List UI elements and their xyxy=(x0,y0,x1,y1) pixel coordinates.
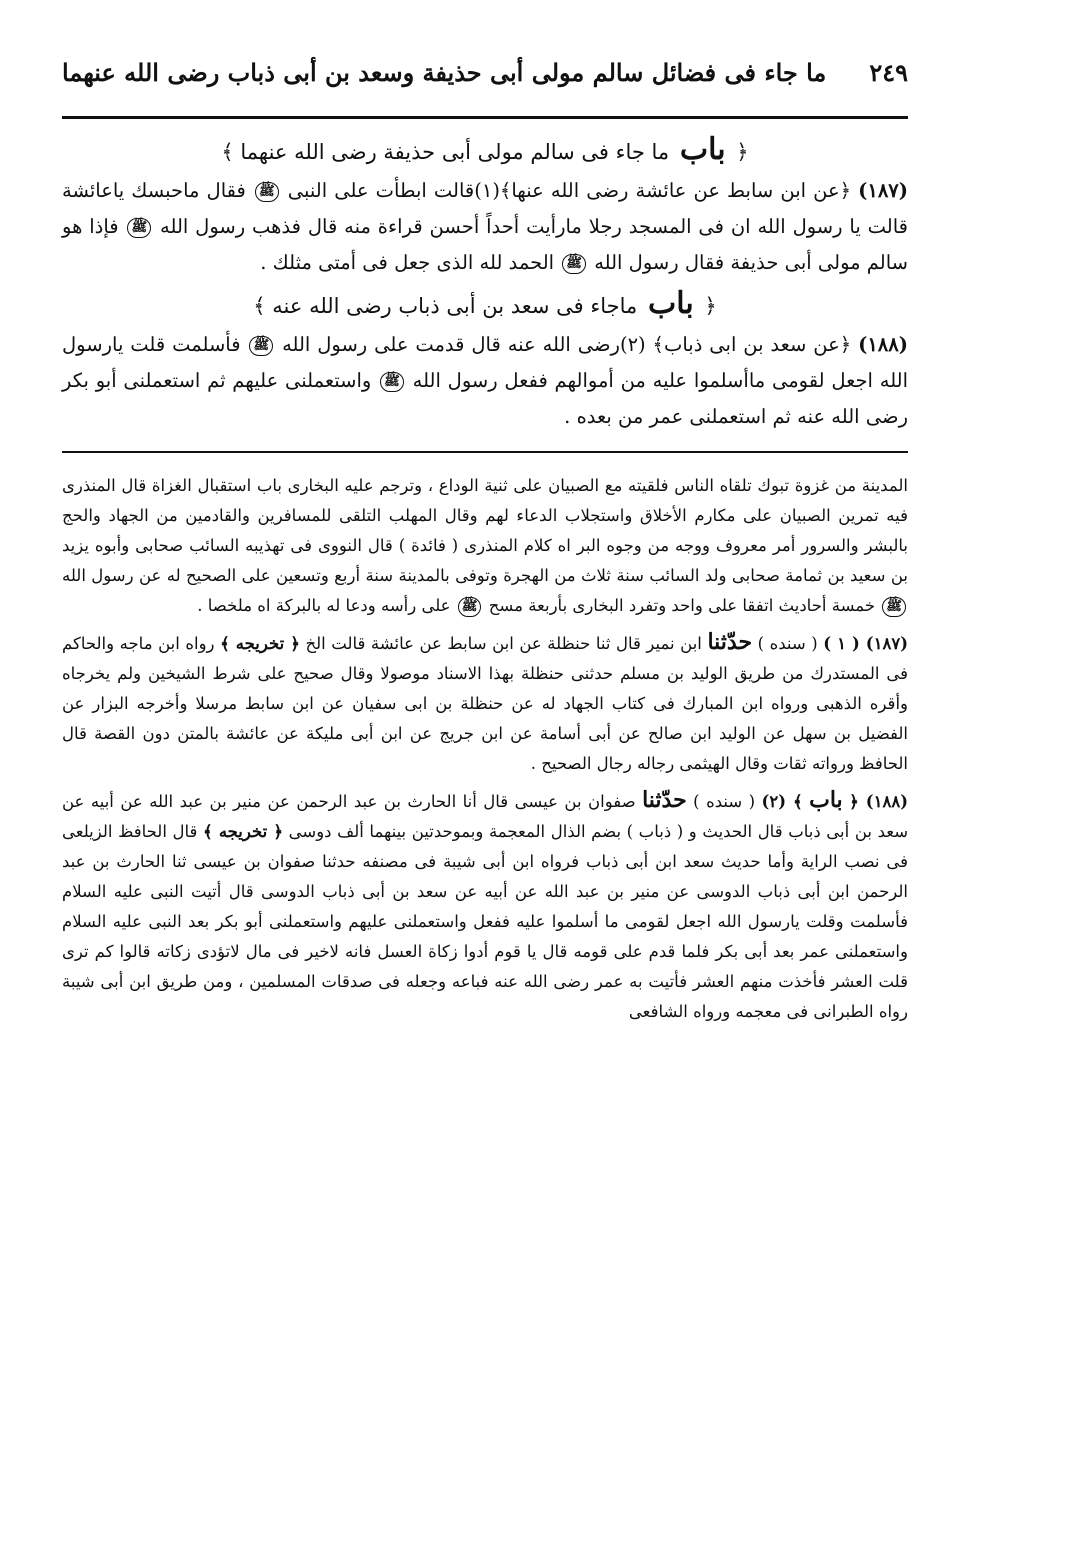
sanad-label: ( سنده ) xyxy=(757,634,818,653)
commentary-text: المدينة من غزوة تبوك تلقاه الناس فلقيته مع الصبيان على ثنية الوداع ، وترجم عليه البخارى باب استقبال الغزاة قال المنذرى فيه تمرين الصبيان على مكارم الأخلاق واستجلاب الدعاء لهم وقال المهلب التلقى للمسافرين والقادمين من الجهاد والحج بالبشر والسرور أمر معروف ووجه من وجوه البر اه كلام المنذرى ( فائدة ) قال النووى فى تهذيبه السائب صحابى وأبوه يزيد بن سعيد بن ثمامة صحابى ولد السائب سنة ثلاث من الهجرة وتوفى بالمدينة سنة أربع وتسعين على الصحيح له عن رسول الله xyxy=(62,476,908,585)
hadith-text: فإذا هو سالم مولى أبى حذيفة فقال رسول الله xyxy=(62,215,908,274)
salawat-icon: ﷺ xyxy=(255,182,279,202)
commentary-text: ابن نمير قال ثنا حنظلة عن ابن سابط عن عائشة قالت الخ xyxy=(305,634,702,653)
hadith-text: واستعملنى عليهم ثم استعملنى أبو بكر رضى الله عنه ثم استعملنى عمر من بعده . xyxy=(62,369,908,428)
bracket-close: ﴾ xyxy=(253,294,266,318)
hadith-187 xyxy=(62,173,908,281)
haddathana-word: حدّثنا xyxy=(707,629,753,655)
header-rule xyxy=(62,116,908,119)
chapter-title: ماجاء فى سعد بن أبى ذباب رضى الله عنه xyxy=(272,294,638,318)
bab-word: باب xyxy=(647,286,694,321)
page-number: ٢٤٩ xyxy=(869,58,908,87)
commentary xyxy=(62,471,908,1027)
hadith-text: ﴿عن ابن سابط عن عائشة رضى الله عنها﴾(١)قالت ابطأت على النبى xyxy=(287,179,852,202)
note-reference: (١٨٨) ﴿ xyxy=(849,792,908,811)
note-reference: (١٨٧) ( ١ ) xyxy=(823,634,909,653)
chapter-heading-salim xyxy=(62,133,908,169)
commentary-text: قال الحافظ الزيلعى فى نصب الراية وأما حديث سعد ابن أبى ذباب فرواه ابن أبى شيبة فى مصنفه حدثنا صفوان بن عيسى ثنا الحارث بن عبد الرحمن ابن أبى ذباب الدوسى عن منير بن عبد الله عن أبيه عن سعد بن أبى ذباب الدوسى قال أتيت النبى عليه السلام فأسلمت وقلت يارسول الله اجعل لقومى ما أسلموا عليه ففعل واستعملنى عليهم واستعملنى أبو بكر بعد النبى عليه السلام واستعملنى عمر بعد أبى بكر فلما قدم على قومه قال يا قوم أدوا زكاة العسل فانه لاخير فى مال لاتؤدى زكاته قالوا كم ترى قلت العشر فأخذت منهم العشر فأتيت به عمر رضى الله عنه فباعه وجعله فى صدقات المسلمين ، ومن طريق ابن أبى شيبة رواه الطبرانى فى معجمه ورواه الشافعى xyxy=(62,822,908,1021)
commentary-text: على رأسه ودعا له بالبركة اه ملخصا . xyxy=(197,596,451,615)
salawat-icon: ﷺ xyxy=(882,597,906,617)
hadith-text: الحمد لله الذى جعل فى أمتى مثلك . xyxy=(260,251,555,274)
hadith-number: (١٨٧) xyxy=(858,179,909,202)
running-title: ما جاء فى فضائل سالم مولى أبى حذيفة وسعد بن أبى ذباب رضى الله عنهما xyxy=(62,58,827,87)
salawat-icon: ﷺ xyxy=(127,218,151,238)
note-reference: ﴾ (٢) xyxy=(761,792,803,811)
salawat-icon: ﷺ xyxy=(562,254,586,274)
commentary-text: رواه ابن ماجه والحاكم فى المستدرك من طريق الوليد بن مسلم حدثنى حنظلة بهذا الاسناد موصولا وقال صحيح على شرط الشيخين ولم يخرجاه وأقره الذهبى ورواه ابن المبارك فى كتاب الجهاد له عن حنظلة بن ابى سفيان عن ابن سابط مرسلا وأخرجه البزار عن الفضيل بن سهل عن الوليد ابن صالح عن أبى أسامة عن ابن جريج عن ابن أبى مليكة عن عائشة بالمتن دون القصة قال الحافظ ورواته ثقات وقال الهيثمى رجاله رجال الصحيح . xyxy=(62,634,908,773)
takhrij-label: ﴿ تخريجه ﴾ xyxy=(220,634,300,653)
chapter-heading-saad xyxy=(62,287,908,323)
chapter-title: ما جاء فى سالم مولى أبى حذيفة رضى الله عنهما xyxy=(240,140,670,164)
bracket-open: ﴿ xyxy=(704,294,717,318)
salawat-icon: ﷺ xyxy=(458,597,482,617)
hadith-text: ﴿عن سعد بن ابى ذباب﴾ (٢)رضى الله عنه قال قدمت على رسول الله xyxy=(282,333,852,356)
sanad-label: ( سنده ) xyxy=(693,792,756,811)
book-page xyxy=(62,58,908,1033)
haddathana-word: حدّثنا xyxy=(642,787,687,813)
commentary-note-188 xyxy=(62,785,908,1027)
hadith-number: (١٨٨) xyxy=(858,333,908,356)
hadith-text: فأسلمت قلت يارسول الله اجعل لقومى ماأسلموا عليه من أموالهم ففعل رسول الله xyxy=(62,333,909,392)
bab-word: باب xyxy=(809,787,843,813)
bab-word: باب xyxy=(679,132,726,167)
commentary-text: صفوان بن عيسى قال أنا الحارث بن عبد الرحمن عن منير بن عبد الله عن أبيه عن سعد بن أبى ذباب قال الحديث و ( ذباب ) بضم الذال المعجمة وبموحدتين بينهما ألف دوسى xyxy=(62,792,909,841)
salawat-icon: ﷺ xyxy=(249,336,273,356)
salawat-icon: ﷺ xyxy=(380,372,404,392)
running-header xyxy=(62,58,908,106)
bracket-close: ﴾ xyxy=(221,140,234,164)
hadith-text: فقال ماحبسك ياعائشة قالت يا رسول الله ان فى المسجد رجلا مارأيت أحداً أحسن قراءة منه قال فذهب رسول الله xyxy=(62,179,909,238)
footnote-divider xyxy=(62,451,908,453)
commentary-paragraph xyxy=(62,471,908,621)
commentary-note-187 xyxy=(62,627,908,779)
hadith-188 xyxy=(62,327,908,435)
takhrij-label: ﴿ تخريجه ﴾ xyxy=(203,822,284,841)
bracket-open: ﴿ xyxy=(736,140,749,164)
commentary-text: خمسة أحاديث اتفقا على واحد وتفرد البخارى بأربعة مسح xyxy=(488,596,876,615)
